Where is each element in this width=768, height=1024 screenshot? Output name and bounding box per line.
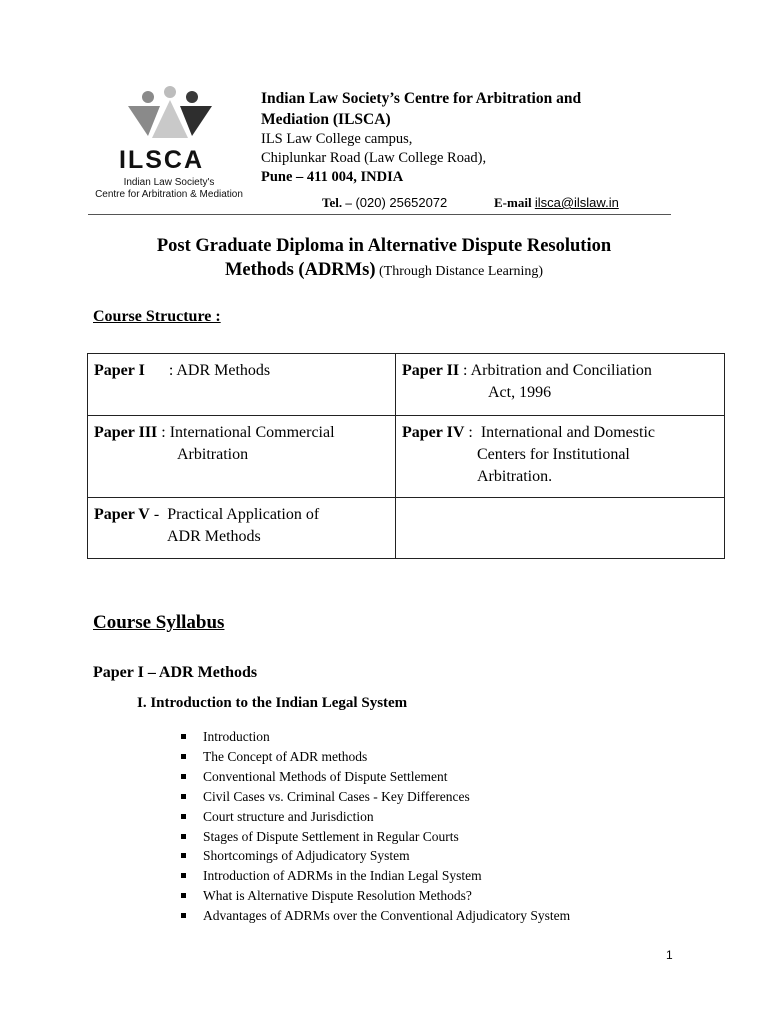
empty-cell	[396, 498, 725, 559]
address-line: Pune – 411 004, INDIA	[261, 169, 404, 185]
paper-title: ADR Methods	[176, 362, 271, 379]
tel-value: (020) 25652072	[351, 195, 448, 210]
tel-group	[322, 195, 447, 210]
paper-sep: :	[157, 424, 170, 441]
list-item: What is Alternative Dispute Resolution Methods?	[181, 886, 570, 906]
address-line: Chiplunkar Road (Law College Road),	[261, 150, 487, 166]
paper-title: Arbitration and Conciliation	[470, 362, 652, 379]
list-item: Advantages of ADRMs over the Conventional Adjudicatory System	[181, 906, 570, 926]
paper-title: International and Domestic	[480, 424, 655, 441]
document-title	[60, 234, 708, 284]
paper-cell	[88, 498, 396, 559]
tel-label: Tel. –	[322, 195, 352, 210]
list-item: Stages of Dispute Settlement in Regular Courts	[181, 827, 570, 847]
email-label: E-mail	[494, 195, 535, 210]
paper-title-cont: Centers for Institutional	[477, 446, 630, 463]
course-structure-heading: Course Structure :	[93, 308, 221, 325]
paper-label: Paper II	[402, 362, 460, 379]
paper-title-cont: Arbitration.	[477, 468, 553, 485]
email-link[interactable]: ilsca@ilslaw.in	[534, 195, 619, 210]
paper-cell	[396, 416, 725, 498]
address-line: ILS Law College campus,	[261, 131, 413, 147]
paper-cell	[396, 354, 725, 416]
title-main: Methods (ADRMs)	[224, 260, 376, 280]
paper-label: Paper V	[94, 506, 150, 523]
people-logo-icon	[126, 86, 214, 142]
logo-subtitle-line: Indian Law Society's	[123, 177, 215, 188]
ilsca-logo	[88, 86, 250, 202]
list-item: Court structure and Jurisdiction	[181, 807, 570, 827]
logo-brand: ILSCA	[119, 146, 204, 174]
topics-list	[181, 727, 570, 926]
org-header	[261, 88, 681, 187]
title-note: (Through Distance Learning)	[375, 264, 544, 279]
list-item: Civil Cases vs. Criminal Cases - Key Differences	[181, 787, 570, 807]
paper-sep: :	[144, 362, 177, 379]
paper-label: Paper III	[94, 424, 158, 441]
paper-label: Paper IV	[402, 424, 465, 441]
list-item: The Concept of ADR methods	[181, 747, 570, 767]
table-row	[88, 498, 725, 559]
email-group	[494, 195, 619, 211]
paper-title-cont: Arbitration	[177, 446, 249, 463]
unit-heading: I. Introduction to the Indian Legal System	[137, 695, 408, 711]
paper-title-cont: ADR Methods	[167, 528, 261, 545]
paper-sep: -	[149, 506, 168, 523]
org-name-line: Mediation (ILSCA)	[261, 111, 391, 128]
paper-title: Practical Application of	[167, 506, 320, 523]
paper-cell	[88, 416, 396, 498]
paper-sep: :	[459, 362, 471, 379]
paper-title-cont: Act, 1996	[488, 384, 552, 401]
list-item: Introduction of ADRMs in the Indian Legal System	[181, 866, 570, 886]
papers-table	[87, 353, 725, 559]
course-syllabus-heading: Course Syllabus	[93, 612, 225, 633]
contact-line	[322, 195, 619, 211]
title-line	[60, 258, 708, 284]
table-row	[88, 416, 725, 498]
org-name-line: Indian Law Society’s Centre for Arbitration and	[261, 90, 582, 107]
page-number: 1	[666, 948, 673, 962]
title-line: Post Graduate Diploma in Alternative Dispute Resolution	[156, 236, 612, 256]
list-item: Introduction	[181, 727, 570, 747]
paper-title: International Commercial	[169, 424, 335, 441]
logo-subtitle-line: Centre for Arbitration & Mediation	[95, 189, 243, 200]
paper-cell	[88, 354, 396, 416]
list-item: Shortcomings of Adjudicatory System	[181, 846, 570, 866]
table-row	[88, 354, 725, 416]
paper-label: Paper I	[94, 362, 145, 379]
paper-heading: Paper I – ADR Methods	[93, 664, 258, 681]
logo-subtitle	[88, 177, 250, 201]
list-item: Conventional Methods of Dispute Settlement	[181, 767, 570, 787]
paper-sep: :	[464, 424, 481, 441]
header-divider	[88, 214, 671, 215]
